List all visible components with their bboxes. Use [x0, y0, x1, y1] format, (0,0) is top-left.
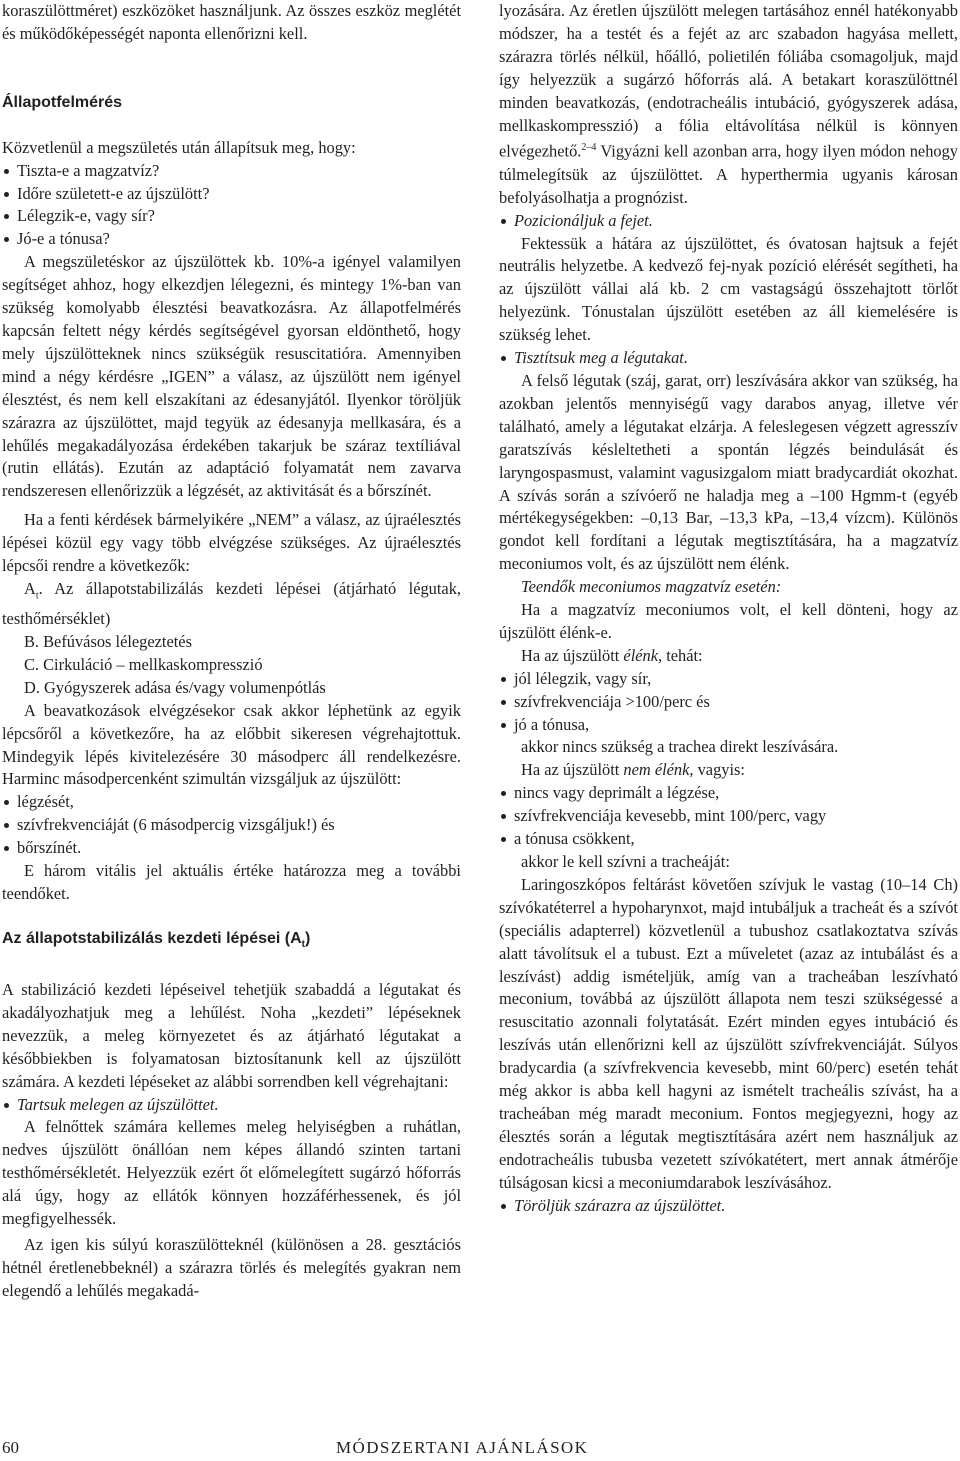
paragraph-beavatkozasok: A beavatkozások elvégzésekor csak akkor léphetünk az egyik lépcsőről a következőre, ha az előbbit sikeresen végrehajtottuk. Mindegyik lépés kivitelezésére 30 másodperc áll rendelkezésre. Harminc másodpercenként szimultán vizsgáljuk az újszülött:	[2, 700, 461, 789]
paragraph-koraszulott: Az igen kis súlyú koraszülötteknél (különösen a 28. gesztációs hétnél éretlenebbeknél) a szárazra törlés és melegítés gyakran nem elegendő a lehűlés megakadá-	[2, 1234, 461, 1300]
list-item: a tónusa csökkent,	[499, 828, 958, 851]
list-item: jól lélegzik, vagy sír,	[499, 668, 958, 691]
paragraph-continuation: lyozására. Az éretlen újszülött melegen tartásához ennél hatékonyabb módszer, ha a testét és a fejét az arc szabadon hagyása mellett, szárazra törlés nélkül, hőálló, polietilén fóliába csomagoljuk, majd így helyezzük a sugárzó hőforrás alá. A betakart koraszülöttnél minden beavatkozás, (endotracheális intubáció, gyógyszerek adása, mellkaskompresszió) a fólia eltávolítása nélkül is könnyen elvégezhető.$^{2-4}$ Vigyázni kell azonban arra, hogy ilyen módon nehogy túlmelegítsük az újszülöttet. A hyperthermia ugyanis károsan befolyásolhatja a prognózist.	[499, 1, 958, 207]
list-item: Tartsuk melegen az újszülöttet.	[2, 1094, 461, 1117]
list-item: Pozicionáljuk a fejet.	[499, 210, 958, 233]
step-a: $A_t$. Az állapotstabilizálás kezdeti lépései (átjárható légutak, testhőmérséklet)	[2, 578, 461, 629]
meleg-list	[2, 1094, 461, 1117]
list-item: Tisztítsuk meg a légutakat.	[499, 347, 958, 370]
heading-allapotfelmeres: Állapotfelmérés	[2, 93, 123, 111]
paragraph-nem: Ha a fenti kérdések bármelyikére „NEM” a válasz, az újraélesztés lépései közül egy vagy több elvégzése szükséges. Az újraélesztés lépcsői rendre a következők:	[2, 510, 461, 576]
paragraph-felnottek: A felnőttek számára kellemes meleg helyiségben a ruhátlan, nedves újszülött önállóan nem képes állandó szinten tartani testhőmérsékletét. Helyezzük ezért őt előmelegített sugárzó hőforrás alá úgy, hogy az ellátók könnyen hozzáférhessenek, és jól megfigyelhessék.	[2, 1117, 461, 1229]
step-d: D. Gyógyszerek adása és/vagy volumenpótlás	[24, 677, 326, 697]
subheading-teendok: Teendők meconiumos magzatvíz esetén:	[521, 577, 782, 597]
list-item: Lélegzik-e, vagy sír?	[2, 205, 461, 228]
step-b: B. Befúvásos lélegeztetés	[24, 632, 192, 652]
list-item: Töröljük szárazra az újszülöttet.	[499, 1195, 958, 1218]
left-column	[2, 0, 461, 1303]
vitals-list	[2, 791, 461, 860]
paragraph-felso-legutak: A felső légutak (száj, garat, orr) leszívására akkor van szükség, ha azokban jelentős mennyiségű vagy darabos anyag, illetve vér található, amely a légutakat elzárja. A feleslegesen végzett agresszív garatszívás késleltetheti a spontán légzés beindulását és laryngospasmust, valamint vagusizgalom miatt bradycardiát okozhat. A szívás során a szívóerő ne haladja meg a –100 Hgmm-t (egyéb mértékegységekben: –0,13 Bar, –13,3 kPa, –13,4 vízcm). Különös gondot kell fordítani a légutak megtisztítására, ha a magzatvíz meconiumos volt, és az újszülött nem élénk.	[499, 370, 958, 574]
paragraph-stabilizacio: A stabilizáció kezdeti lépéseivel tehetjük szabaddá a légutakat és akadályozhatjuk meg a lehűlést. Noha „kezdeti” lépéseknek nevezzük, a meleg környezetet és az átjárható légutakat a későbbiekben is folyamatosan biztosítanunk kell az újszülött számára. A kezdeti lépéseket az alábbi sorrendben kell végrehajtani:	[2, 980, 461, 1091]
heading-stabilizalas: Az állapotstabilizálás kezdeti lépései $(A_t)$	[2, 929, 311, 951]
pozicio-list	[499, 210, 958, 233]
list-item: Jó-e a tónusa?	[2, 228, 461, 251]
list-item: légzését,	[2, 791, 461, 814]
paragraph-elenk: Ha az újszülött élénk, tehát:	[521, 645, 703, 665]
step-c: C. Cirkuláció – mellkaskompresszió	[24, 654, 263, 674]
tisztitas-list	[499, 347, 958, 370]
paragraph-akkor-le: akkor le kell szívni a tracheáját:	[521, 852, 730, 871]
reference-superscript: 2–4	[581, 142, 597, 154]
list-item: szívfrekvenciája >100/perc és	[499, 691, 958, 714]
nem-elenk-list	[499, 782, 958, 851]
list-item: Időre született-e az újszülött?	[2, 183, 461, 206]
paragraph-fektetes: Fektessük a hátára az újszülöttet, és óvatosan hajtsuk a fejét neutrális helyzetbe. A kedvező fej-nyak pozíció elérését segítheti, ha az újszülött vállai alá kb. 2 cm vastagságú összehajtott törlőt helyezünk. Tónustalan újszülött esetében az áll kiemelésére is szükség lehet.	[499, 233, 958, 345]
running-title: MÓDSZERTANI AJÁNLÁSOK	[336, 1438, 589, 1457]
list-item: szívfrekvenciáját (6 másodpercig vizsgáljuk!) és	[2, 814, 461, 837]
list-item: nincs vagy deprimált a légzése,	[499, 782, 958, 805]
questions-list	[2, 160, 461, 252]
paragraph-vital: E három vitális jel aktuális értéke határozza meg a további teendőket.	[2, 861, 461, 903]
list-item: jó a tónusa,	[499, 714, 958, 737]
paragraph-nem-elenk: Ha az újszülött nem élénk, vagyis:	[521, 760, 745, 780]
paragraph-akkor-nincs: akkor nincs szükség a trachea direkt leszívására.	[521, 737, 839, 757]
paragraph-main: A megszületéskor az újszülöttek kb. 10%-a igényel valamilyen segítséget ahhoz, hogy elkezdjen lélegezni, és mintegy 1%-ban van szükség komolyabb élesztési beavatkozásra. Az állapotfelmérés kapcsán feltett négy kérdés segítségével gyorsan eldönthető, hogy mely újszülötteknek nincs szükségük resuscitatióra. Amennyiben mind a négy kérdésre „IGEN” a válasz, az újszülött nem igényel élesztést, és nem kell elszakítani az édesanyjától. Ilyenkor töröljük szárazra az újszülöttet, majd tegyük az édesanyja mellkasára, és a lehűlés megakadályozása érdekében takarjuk be száraz textíliával (rutin ellátás). Ezután az adaptáció folyamatát nem zavarva rendszeresen ellenőrizzük a légzését, az aktivitását és a bőrszínét.	[2, 252, 461, 501]
right-column	[499, 0, 958, 1218]
page-number: 60	[2, 1438, 19, 1457]
list-item: Tiszta-e a magzatvíz?	[2, 160, 461, 183]
elenk-list	[499, 668, 958, 737]
torles-list	[499, 1195, 958, 1218]
paragraph-laringoszkop: Laringoszkópos feltárást követően szívjuk le vastag (10–14 Ch) szívókatéterrel a hypoharynxot, majd intubáljuk a tracheát és a szívót (speciális adapterrel) közvetlenül a tubushoz csatlakoztatva szívás alatt távolítsuk el a tubust. Ezt a műveletet (azaz az intubálást és a leszívást) addig ismételjük, amíg van a tracheában leszívható meconium, továbbá az újszülött állapota nem teszi szükségessé a resuscitatio azonnali folytatását. Ezért minden egyes intubáció és leszívás után ellenőrizni kell az újszülött szívfrekvenciáját. Súlyos bradycardia (a szívfrekvencia kevesebb, mint 60/perc) esetén tehát még akkor is abba kell hagyni az ismételt tracheális szívást, ha a tracheában még maradt meconium. Fontos megjegyezni, hogy az élesztés során a légutak megtisztítására azért nem használjuk az endotracheális tubusba vezetett szívókatétert, mert annak átmérője túlságosan kicsi a meconiumdarabok leszívásához.	[499, 874, 958, 1192]
list-item: szívfrekvenciája kevesebb, mint 100/perc, vagy	[499, 805, 958, 828]
paragraph-meconium: Ha a magzatvíz meconiumos volt, el kell dönteni, hogy az újszülött élénk-e.	[499, 600, 958, 642]
paragraph-intro: Közvetlenül a megszületés után állapítsuk meg, hogy:	[2, 137, 356, 157]
paragraph-top: koraszülöttméret) eszközöket használjunk. Az összes eszköz meglétét és működőképességét naponta ellenőrizni kell.	[2, 1, 461, 43]
list-item: bőrszínét.	[2, 837, 461, 860]
